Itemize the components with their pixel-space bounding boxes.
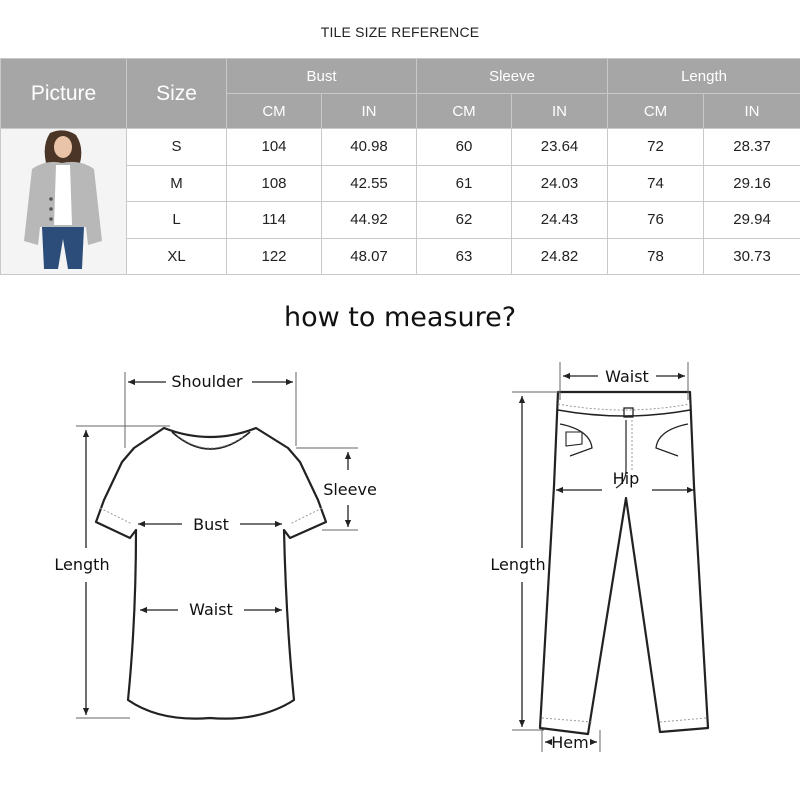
pants-outline — [540, 392, 708, 734]
value-cell: 61 — [417, 165, 512, 202]
value-cell: 104 — [227, 129, 322, 166]
value-cell: 29.94 — [704, 202, 800, 239]
unit-header: CM — [417, 94, 512, 129]
value-cell: 108 — [227, 165, 322, 202]
size-header: Size — [127, 59, 227, 129]
pants-hem-label: Hem — [551, 733, 589, 752]
value-cell: 63 — [417, 238, 512, 275]
bust-label: Bust — [193, 515, 229, 534]
value-cell: 62 — [417, 202, 512, 239]
value-cell: 78 — [608, 238, 704, 275]
value-cell: 28.37 — [704, 129, 800, 166]
picture-header: Picture — [1, 59, 127, 129]
unit-header: IN — [322, 94, 417, 129]
size-cell: XL — [127, 238, 227, 275]
length-group-header: Length — [608, 59, 800, 94]
pants-length-label: Length — [490, 555, 546, 574]
unit-header: CM — [227, 94, 322, 129]
value-cell: 60 — [417, 129, 512, 166]
unit-header: CM — [608, 94, 704, 129]
tshirt-diagram — [54, 372, 376, 719]
shoulder-label: Shoulder — [171, 372, 243, 391]
tshirt-outline — [96, 428, 326, 719]
how-to-measure-title: how to measure? — [283, 302, 517, 333]
reference-title: TILE SIZE REFERENCE — [320, 24, 480, 40]
unit-header: IN — [512, 94, 608, 129]
unit-header: IN — [704, 94, 800, 129]
pants-waist-label: Waist — [605, 367, 649, 386]
size-cell: M — [127, 165, 227, 202]
value-cell: 114 — [227, 202, 322, 239]
value-cell: 42.55 — [322, 165, 417, 202]
value-cell: 29.16 — [704, 165, 800, 202]
pants-hip-label: Hip — [612, 469, 640, 488]
pants-diagram — [490, 362, 708, 752]
shirt-length-label: Length — [54, 555, 110, 574]
sleeve-group-header: Sleeve — [417, 59, 608, 94]
bust-group-header: Bust — [227, 59, 417, 94]
value-cell: 72 — [608, 129, 704, 166]
sleeve-label: Sleeve — [323, 480, 377, 499]
waist-label: Waist — [189, 600, 233, 619]
value-cell: 24.43 — [512, 202, 608, 239]
value-cell: 48.07 — [322, 238, 417, 275]
value-cell: 76 — [608, 202, 704, 239]
size-cell: L — [127, 202, 227, 239]
value-cell: 23.64 — [512, 129, 608, 166]
value-cell: 24.03 — [512, 165, 608, 202]
value-cell: 74 — [608, 165, 704, 202]
value-cell: 44.92 — [322, 202, 417, 239]
value-cell: 24.82 — [512, 238, 608, 275]
size-cell: S — [127, 129, 227, 166]
value-cell: 40.98 — [322, 129, 417, 166]
value-cell: 122 — [227, 238, 322, 275]
value-cell: 30.73 — [704, 238, 800, 275]
